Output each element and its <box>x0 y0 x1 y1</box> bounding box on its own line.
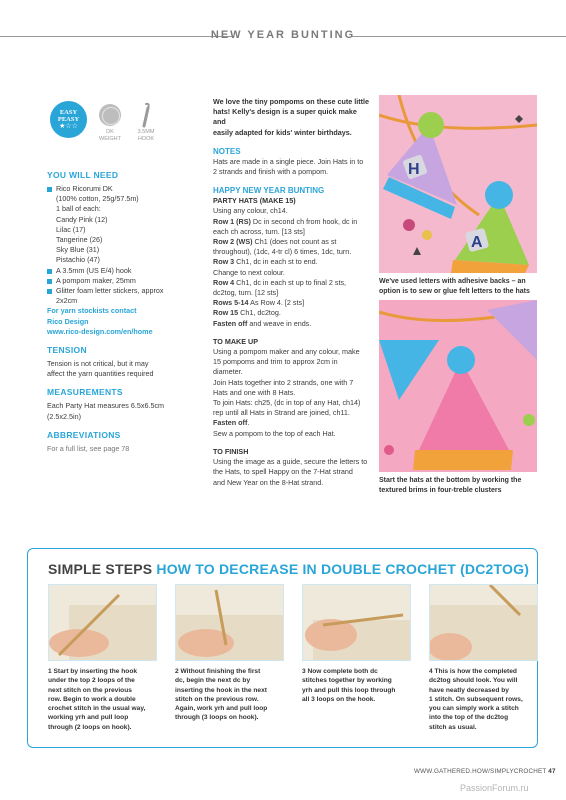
pattern-row: dc2tog, turn. [12 sts] <box>213 288 279 298</box>
step-2-photo <box>175 584 284 661</box>
bunting-illustration-1 <box>379 95 537 273</box>
measurements-text: Each Party Hat measures 6.5x6.5cm <box>47 401 165 411</box>
intro-line: hats! Kelly's design is a super quick make and <box>213 107 357 127</box>
material-item: A pompom maker, 25mm <box>47 276 205 286</box>
pattern-row: Rows 5-14 As Row 4. [2 sts] <box>213 298 305 308</box>
letter-a-sticker: A <box>471 234 483 251</box>
step-text-line: 1 Start by inserting the hook <box>48 668 138 675</box>
make-up-heading: TO MAKE UP <box>213 336 258 346</box>
finish-text: and New Year on the 8-Hat strand. <box>213 477 324 487</box>
pattern-row-label: Fasten off <box>213 318 248 328</box>
make-up-row: Fasten off. <box>213 418 250 428</box>
step-text-line: dc, begin the next dc by <box>175 677 251 685</box>
finish-text: Using the image as a guide, secure the letters to <box>213 457 368 467</box>
step-text-line: into the top of the dc2tog <box>429 714 509 722</box>
easy-peasy-badge <box>50 101 87 138</box>
hook-label-2: HOOK <box>137 136 155 142</box>
make-up-row: diameter. <box>213 367 243 377</box>
yarn-ball-icon <box>99 104 121 126</box>
stockists-link[interactable]: www.rico-design.com/en/home <box>47 326 153 336</box>
bunting-heading: HAPPY NEW YEAR BUNTING <box>213 186 325 196</box>
caption-line: textured brims in four-treble clusters <box>379 487 502 494</box>
simple-steps-panel <box>27 548 538 748</box>
pattern-row-label: Row 4 <box>213 277 235 287</box>
material-item: (100% cotton, 25g/57.5m) <box>56 194 139 204</box>
step-text-line: have neatly decreased by <box>429 686 509 694</box>
step-text-line: stitches together by working <box>302 677 392 685</box>
make-up-row: 15 pompoms and trim to approx 2cm in <box>213 357 338 367</box>
step-text-line: next stitch on the previous <box>48 686 132 694</box>
pattern-column <box>213 97 371 488</box>
measurements-heading: MEASUREMENTS <box>47 387 123 398</box>
step-text-line: working yrh and pull loop <box>48 714 129 722</box>
watermark-text: PassionForum.ru <box>460 783 529 793</box>
material-item: Sky Blue (31) <box>56 245 100 255</box>
step-text-line: under the top 2 loops of the <box>48 677 135 685</box>
you-will-need-heading: YOU WILL NEED <box>47 170 119 180</box>
measurements-text: (2.5x2.5in) <box>47 411 81 421</box>
materials-list <box>47 184 205 306</box>
intro-line: easily adapted for kids' winter birthdays. <box>213 127 352 137</box>
photo-caption-2 <box>379 476 539 496</box>
caption-line: Start the hats at the bottom by working the <box>379 477 522 484</box>
step-text-line: stitch as usual. <box>429 723 477 731</box>
step-text-line: you can simply work a stitch <box>429 705 519 713</box>
party-hats-heading: PARTY HATS (MAKE 15) <box>213 196 296 206</box>
pattern-row: Change to next colour. <box>213 267 285 277</box>
step-1-text <box>48 667 160 732</box>
make-up-row-label: Fasten off <box>213 418 248 428</box>
make-up-rows <box>213 347 371 439</box>
material-item: Lilac (17) <box>56 224 86 234</box>
notes-text: 2 strands and finish with a pompom. <box>213 167 329 177</box>
page-footer <box>414 768 556 775</box>
pattern-row-label: Row 1 (RS) <box>213 216 251 226</box>
step-4-text <box>429 667 541 732</box>
caption-line: We've used letters with adhesive backs – an <box>379 278 526 285</box>
step-text-line: through (3 loops on hook). <box>175 714 259 722</box>
step-text-line: stitch on the previous row. <box>175 695 259 703</box>
material-item: Candy Pink (12) <box>56 214 108 224</box>
caption-line: option is to sew or glue felt letters to the hats <box>379 288 530 295</box>
pattern-row-label: Row 3 <box>213 257 235 267</box>
step-text-line: yrh and pull this loop through <box>302 686 396 694</box>
make-up-row: To join Hats: ch25, (dc in top of any Hat, ch14) <box>213 398 361 408</box>
step-2-text <box>175 667 287 723</box>
pattern-row: Row 3 Ch1, dc in each st to end. <box>213 257 318 267</box>
photo-caption-1 <box>379 277 539 297</box>
letter-h-sticker: H <box>408 161 420 178</box>
difficulty-badges <box>50 101 200 151</box>
step-text-line: 3 Now complete both dc <box>302 668 378 675</box>
make-up-row: Using a pompom maker and any colour, make <box>213 347 360 357</box>
materials-column <box>47 170 205 454</box>
pattern-row: Row 1 (RS) Dc in second ch from hook, dc in <box>213 216 358 226</box>
bunting-photo-brims <box>379 300 537 472</box>
abbreviations-heading: ABBREVIATIONS <box>47 429 121 440</box>
badge-peasy-text: PEASY <box>57 116 80 123</box>
step-1-photo <box>48 584 157 661</box>
step-4-photo <box>429 584 538 661</box>
hook-label-1: 3.5MM <box>137 129 155 135</box>
finish-text: the Hats, to spell Happy on the 7-Hat strand <box>213 467 353 477</box>
material-item: Glitter foam letter stickers, approx <box>47 286 205 296</box>
abbreviations-text: For a full list, see page 78 <box>47 443 130 453</box>
page-header-title: NEW YEAR BUNTING <box>210 29 356 41</box>
steps-title-b: HOW TO DECREASE IN DOUBLE CROCHET (DC2TOG) <box>156 561 530 577</box>
step-text-line: 2 Without finishing the first <box>175 668 261 675</box>
hook-size-label <box>131 129 161 143</box>
pattern-rows <box>213 206 371 328</box>
notes-text: Hats are made in a single piece. Join Hats in to <box>213 156 364 166</box>
badge-easy-text: EASY <box>59 109 78 116</box>
pattern-row: Row 4 Ch1, dc in each st up to final 2 sts, <box>213 277 347 287</box>
step-text-line: 4 This is how the completed <box>429 668 517 675</box>
material-item: 2x2cm <box>56 296 78 306</box>
make-up-row: Join Hats together into 2 strands, one with 7 <box>213 377 354 387</box>
stockists-line: Rico Design <box>47 316 89 326</box>
pattern-row-label: Row 15 <box>213 308 239 318</box>
step-text-line: dc2tog should look. You will <box>429 677 518 685</box>
make-up-row: Sew a pompom to the top of each Hat. <box>213 428 336 438</box>
yarn-label-1: DK <box>106 129 114 135</box>
pattern-row: Using any colour, ch14. <box>213 206 288 216</box>
intro-line: We love the tiny pompoms on these cute little <box>213 97 370 106</box>
tension-text: Tension is not critical, but it may <box>47 359 149 369</box>
crochet-hook-icon <box>135 102 157 128</box>
pattern-row: Fasten off and weave in ends. <box>213 318 312 328</box>
step-text-line: all 3 loops on the hook. <box>302 695 376 703</box>
steps-title-a: SIMPLE STEPS <box>48 561 153 577</box>
bunting-illustration-2 <box>379 300 537 472</box>
step-text-line: inserting the hook in the next <box>175 686 267 694</box>
yarn-label-2: WEIGHT <box>99 136 121 142</box>
yarn-weight-label <box>95 129 125 143</box>
pattern-row: each ch across, turn. [13 sts] <box>213 226 305 236</box>
step-3-photo <box>302 584 411 661</box>
material-item: 1 ball of each: <box>56 204 101 214</box>
material-item: Pistachio (47) <box>56 255 100 265</box>
step-text-line: through (2 loops on hook). <box>48 723 132 731</box>
make-up-row: Hats and one with 8 Hats. <box>213 387 296 397</box>
footer-url[interactable]: WWW.GATHERED.HOW/SIMPLYCROCHET <box>414 768 547 775</box>
material-item: A 3.5mm (US E/4) hook <box>47 266 205 276</box>
stockists-line: For yarn stockists contact <box>47 306 137 316</box>
step-text-line: row. Begin to work a double <box>48 695 136 703</box>
material-item: Tangerine (26) <box>56 235 103 245</box>
notes-heading: NOTES <box>213 146 241 156</box>
pattern-row: Row 15 Ch1, dc2tog. <box>213 308 281 318</box>
tension-text: affect the yarn quantities required <box>47 369 154 379</box>
material-item: Rico Ricorumi DK <box>47 184 205 194</box>
step-text-line: 1 stitch. On subsequent rows, <box>429 695 523 703</box>
step-3-text <box>302 667 414 704</box>
pattern-row: Row 2 (WS) Ch1 (does not count as st <box>213 237 337 247</box>
step-text-line: Again, work yrh and pull loop <box>175 705 268 713</box>
simple-steps-title <box>48 561 529 577</box>
pattern-row-label: Rows 5-14 <box>213 298 249 308</box>
difficulty-stars: ★☆☆ <box>59 123 78 130</box>
bunting-photo-letters <box>379 95 537 273</box>
tension-heading: TENSION <box>47 345 87 356</box>
step-text-line: crochet stitch in the usual way, <box>48 705 146 713</box>
make-up-row: rep until all Hats in Strand are joined, ch11. <box>213 408 350 418</box>
finish-heading: TO FINISH <box>213 446 249 456</box>
pattern-row: throughout), (1dc, 4-tr cl) 6 times, 1dc, turn. <box>213 247 352 257</box>
page-number: 47 <box>548 768 556 775</box>
pattern-row-label: Row 2 (WS) <box>213 237 253 247</box>
